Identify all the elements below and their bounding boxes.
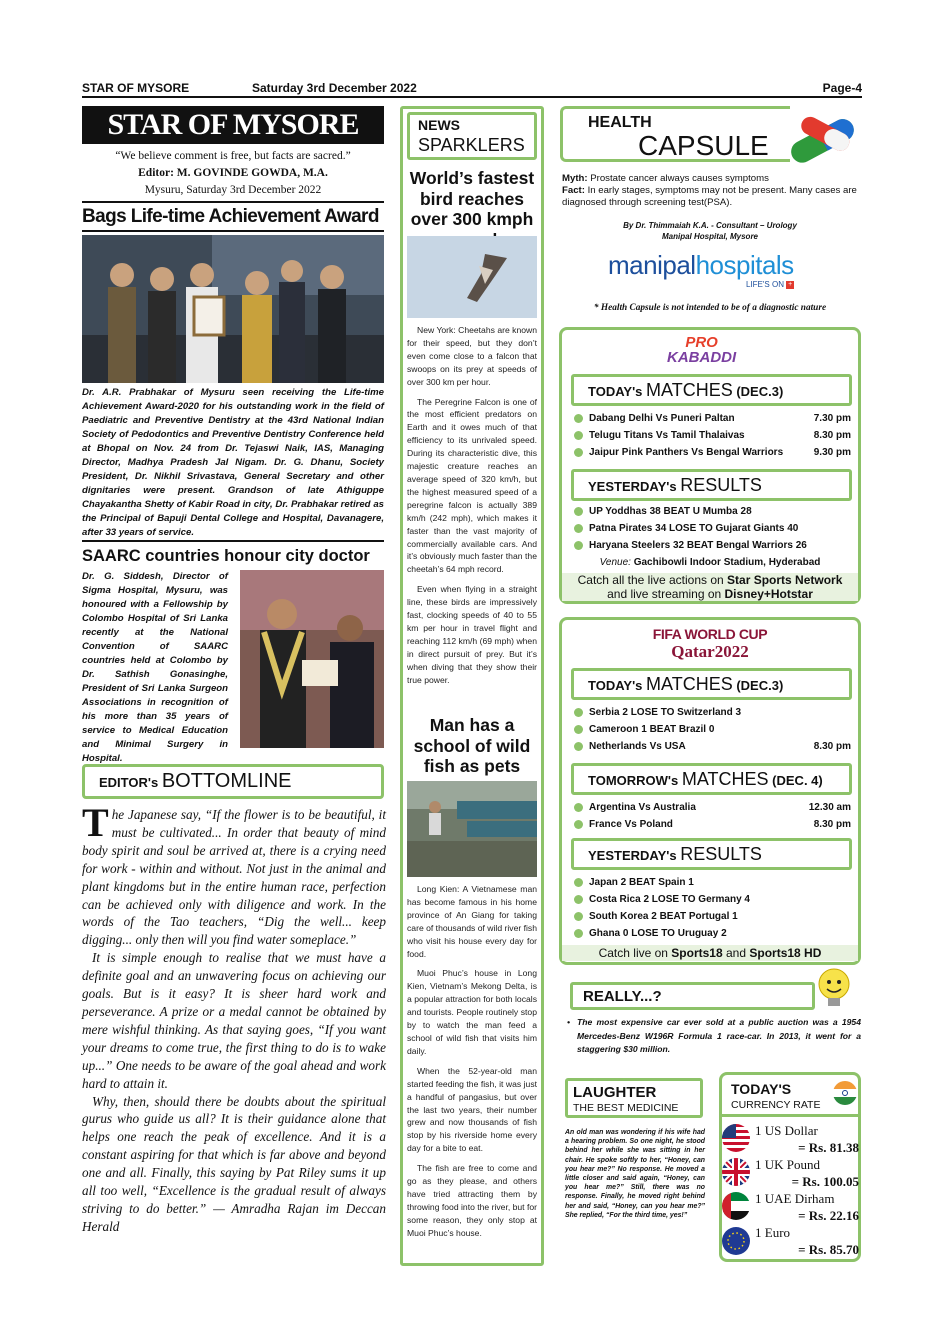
- health-disclaimer: * Health Capsule is not intended to be of a diagnostic nature: [593, 303, 827, 313]
- fifa-tom-small: TOMORROW's: [588, 773, 679, 788]
- story1-para-1: New York: Cheetahs are known for their speed, but they don’t even come close to a falcon that swoops on its prey at speeds of over 300 km per hour.: [407, 325, 537, 387]
- fifa-today-date: (DEC.3): [736, 678, 784, 693]
- fifa-logo-1: FIFA WORLD CUP: [652, 626, 768, 642]
- list-item: Serbia 2 LOSE TO Switzerland 3: [574, 704, 851, 721]
- health-heading-small: HEALTH: [588, 114, 652, 131]
- story2-para-2: Muoi Phuc’s house in Long Kien, Vietnam’s Mekong Delta, is a popular attraction for both locals and tourists. People routinely stop by to watch the man feed a school of wild fish that visits him daily.: [407, 968, 537, 1056]
- saarc-text: Dr. G. Siddesh, Director of Sigma Hospital, Mysuru, was honoured with a Fellowship by Colombo Hospital of Sri Lanka recently at the National Convention of SAARC countries held at Colombo by Dr. Sathish Gonasinghe, President of Sri Lanka Surgeon Associations in recognition of his more than 35 years of service to Medical Education and Minimal Surgery in Hospital.: [82, 571, 228, 764]
- list-item: Dabang Delhi Vs Puneri Paltan 7.30 pm: [574, 410, 851, 427]
- currency-rates: [755, 1122, 859, 1258]
- manipal-logo-b: hospitals: [695, 250, 794, 280]
- health-byline-2: Manipal Hospital, Mysore: [661, 232, 759, 241]
- manipal-logo-tag: LIFE'S ON: [746, 280, 784, 289]
- masthead-title: STAR OF MYSORE: [82, 106, 384, 144]
- fifa-logo-2: Qatar2022: [671, 642, 749, 661]
- list-item: Haryana Steelers 32 BEAT Bengal Warriors 26: [574, 537, 851, 554]
- fifa-catch: Catch live on Sports18 and Sports18 HD: [562, 945, 858, 961]
- health-fact: In early stages, symptoms may not be present. Many cases are diagnosed through screening test(PSA).: [562, 185, 857, 208]
- kabaddi-results: [574, 503, 851, 554]
- header-page-number: Page-4: [822, 81, 862, 95]
- fifa-tom-big: MATCHES: [681, 769, 769, 789]
- fifa-today-big: MATCHES: [646, 674, 733, 694]
- list-item: Telugu Titans Vs Tamil Thalaivas 8.30 pm: [574, 427, 851, 444]
- kabaddi-yest-small: YESTERDAY's: [588, 479, 677, 494]
- us-flag-icon: [722, 1124, 750, 1152]
- manipal-logo: [608, 250, 794, 281]
- saarc-headline: SAARC countries honour city doctor: [82, 547, 370, 565]
- story1-para-2: The Peregrine Falcon is one of the most efficient predators on Earth and it owes much of that efficiency to its unrivaled speed. During its characteristic dive, this majestic creature reaches an average speed of 320 km/h, but the highest measured speed of a peregrine falcon is actually 389 km/h (242 mph), which makes it faster than the vast majority of commercially available cars. And it’s obviously much faster than the cheetah’s 64 mph record.: [407, 396, 537, 575]
- fish-photo: [407, 781, 537, 877]
- header-paper-name: STAR OF MYSORE: [82, 81, 190, 95]
- fifa-tom-date: (DEC. 4): [772, 773, 823, 788]
- editor-para-2: It is simple enough to realise that we must have a definite goal and an unwavering focus on achieving our goals. But is it easy? It is sheer hard work and perseverance. A prize or a medal cannot be obtained by mere wishful thinking. As that saying goes, “If you want your dreams to come true, the first thing to do is to wake up...” One needs to be aware of the goal ahead and work hard to attain it.: [82, 950, 386, 1091]
- editor-text: [82, 800, 386, 1236]
- list-item: 1 UK Pound = Rs. 100.05: [755, 1157, 859, 1189]
- fifa-logo: [562, 626, 858, 660]
- falcon-photo: [407, 236, 537, 318]
- currency-sub: CURRENCY RATE: [731, 1099, 821, 1111]
- lightbulb-icon: [812, 964, 856, 1012]
- list-item: Japan 2 BEAT Spain 1: [574, 874, 851, 891]
- editor-para-3: Why, then, should there be doubts about the spiritual gurus who guide us all? It is their guidance alone that helps one reach the peak of excellence. And it is a constant aspiring for that which is far above and beyond one and all. Finally, this saying by Pat Riley sums it up all too well, “Excellence is the gradual result of always striving to do better.” — Amradha Rajan im Deccan Herald: [82, 1093, 386, 1234]
- health-byline-1: By Dr. Thimmaiah K.A. - Consultant – Urology: [623, 221, 797, 230]
- list-item: Argentina Vs Australia 12.30 am: [574, 799, 851, 816]
- uk-flag-icon: [722, 1158, 750, 1186]
- list-item: Ghana 0 LOSE TO Uruguay 2: [574, 925, 851, 942]
- currency-heading: TODAY'S: [731, 1081, 792, 1097]
- kabaddi-box: [559, 327, 861, 604]
- kabaddi-channel: Star Sports Network: [727, 573, 843, 587]
- health-capsule: [560, 106, 860, 321]
- health-myth-label: Myth:: [562, 173, 588, 184]
- really-heading: REALLY...?: [583, 988, 662, 1005]
- fifa-results-heading: [571, 838, 852, 870]
- kabaddi-logo-1: PRO: [685, 334, 718, 351]
- fifa-box: [559, 617, 861, 965]
- kabaddi-today-small: TODAY's: [588, 384, 643, 399]
- list-item: Cameroon 1 BEAT Brazil 0: [574, 721, 851, 738]
- really-text: • The most expensive car ever sold at a public auction was a 1954 Mercedes-Benz W196R Formula 1 race-car. In 2013, it went for a staggering $30 million.: [567, 1017, 861, 1054]
- laughter-text: An old man was wondering if his wife had a hearing problem. So one night, he stood behind her while she was sitting in her chair. He spoke softly to her, “Honey, can you hear me?” No response. He moved a little closer and said again, “Honey, can you hear me?” Still, there was no response. Finally, he moved right behind her and said, “Honey, can you hear me?” She replied, “For the third time, yes!”: [565, 1129, 705, 1219]
- story2-para-4: The fish are free to come and go as they please, and others have tried attracting them by throwing food into the river, but for some reason, they only stop at Muoi Phuc’s house.: [407, 1163, 537, 1238]
- story2-headline: Man has a school of wild fish as pets: [413, 715, 531, 776]
- fifa-yest-small: YESTERDAY's: [588, 848, 677, 863]
- kabaddi-matches: [574, 410, 851, 461]
- fifa-results: [574, 874, 851, 942]
- fifa-today-small: TODAY's: [588, 678, 643, 693]
- capsule-icon: [782, 112, 862, 168]
- editor-para-1: he Japanese say, “If the flower is to be beautiful, it must be cultivated... In order that beauty of mind body spirit and soul be arrived at, there is a crying need for work - within and without. Not just in the animal and plant kingdoms but in the entire human race, perfection can be achieved only with diligence and work. In the words of the Tao teachers, “Dig the well... keep digging... only then will you find water someplace.”: [82, 807, 386, 948]
- health-fact-label: Fact:: [562, 185, 585, 196]
- really-heading-box: [570, 982, 815, 1010]
- story2-para-3: When the 52-year-old man started feeding the fish, it was just a handful of pangasius, but over the last two years, their number grew and now thousands of fish stop by his riverside home every day for a bite to eat.: [407, 1065, 537, 1154]
- plus-icon: +: [788, 280, 793, 288]
- sparklers-heading-big: SPARKLERS: [418, 135, 525, 155]
- list-item: South Korea 2 BEAT Portugal 1: [574, 908, 851, 925]
- kabaddi-venue-label: Venue:: [599, 557, 634, 568]
- list-item: France Vs Poland 8.30 pm: [574, 816, 851, 833]
- list-item: Costa Rica 2 LOSE TO Germany 4: [574, 891, 851, 908]
- health-heading-big: CAPSULE: [638, 130, 769, 161]
- list-item: 1 US Dollar = Rs. 81.38: [755, 1123, 859, 1155]
- masthead-tagline: “We believe comment is free, but facts are sacred.”: [115, 150, 351, 162]
- list-item: 1 UAE Dirham = Rs. 22.16: [755, 1191, 859, 1223]
- manipal-logo-a: manipal: [608, 250, 696, 280]
- editor-heading-box: [82, 764, 384, 799]
- sparklers-heading-small: NEWS: [418, 117, 460, 133]
- kabaddi-venue: Gachibowli Indoor Stadium, Hyderabad: [633, 557, 821, 568]
- page-header: [82, 80, 862, 98]
- kabaddi-streaming: Disney+Hotstar: [724, 587, 813, 601]
- kabaddi-catch-2: and live streaming on: [607, 587, 725, 601]
- masthead-editor: Editor: M. GOVINDE GOWDA, M.A.: [138, 167, 328, 179]
- award-headline: Bags Life-time Achievement Award: [82, 206, 379, 227]
- fifa-tomorrow-heading: [571, 763, 852, 795]
- editor-dropcap: T: [82, 800, 109, 845]
- kabaddi-logo-2: KABADDI: [667, 349, 737, 366]
- laughter-sub: THE BEST MEDICINE: [573, 1102, 679, 1114]
- laughter-heading: LAUGHTER: [573, 1084, 657, 1101]
- masthead-info: [82, 148, 384, 199]
- fifa-tomorrow-matches: [574, 799, 851, 833]
- editor-heading-small: EDITOR's: [99, 775, 159, 790]
- saarc-photo: [240, 570, 384, 748]
- story2-para-1: Long Kien: A Vietnamese man has become famous in his home province of An Giang for taking care of thousands of wild river fish who visit his house every day for food.: [407, 884, 537, 959]
- fifa-today-heading: [571, 668, 852, 700]
- laughter-heading-box: [565, 1078, 703, 1118]
- kabaddi-results-heading: [571, 469, 852, 501]
- health-myth: Prostate cancer always causes symptoms: [587, 173, 769, 184]
- award-caption: Dr. A.R. Prabhakar of Mysuru seen receiving the Life-time Achievement Award-2020 for his outstanding work in the field of Paediatric and Preventive Dentistry at the 43rd National Indian Society of Pedodontics and Preventive Dentistry Conference held at Bhopal on Nov. 24 from Dr. Tejaswi Naik, IAS, Managing Director, Madhya Pradesh Jal Nigam. Dr. G. Dhanu, Society President, Dr. Nikhil Srivastava, General Secretary and other dignitaries were present. Grandson of late Athiguppe Chayakantha Shetty of Kabir Road in city, Dr. Prabhakar retired as the Principal of Bapuji Dental College and Hospital, Davanagere, after 33 years of service.: [82, 387, 384, 538]
- list-item: UP Yoddhas 38 BEAT U Mumba 28: [574, 503, 851, 520]
- story1-headline: World’s fastest bird reaches over 300 kmph: [409, 168, 535, 229]
- award-photo: [82, 235, 384, 383]
- list-item: 1 Euro = Rs. 85.70: [755, 1225, 859, 1257]
- story1-body: [407, 324, 537, 693]
- award-headline-box: [82, 201, 384, 232]
- story2-body: [407, 883, 537, 1247]
- list-item: Jaipur Pink Panthers Vs Bengal Warriors 9.30 pm: [574, 444, 851, 461]
- fifa-yest-big: RESULTS: [680, 844, 762, 864]
- kabaddi-today-date: (DEC.3): [736, 384, 784, 399]
- eu-flag-icon: [722, 1227, 750, 1255]
- really-fact: The most expensive car ever sold at a public auction was a 1954 Mercedes-Benz W196R Formula 1 race-car. In 2013, it went for a staggering $30 million.: [577, 1017, 861, 1054]
- story1-para-3: Even when flying in a straight line, these birds are impressively fast, clocking speeds of 40 to 55 km per hour in travel flight and reaching 112 km/h (69 mph) when in direct pursuit of prey. But it’s when diving that they show their true power.: [407, 584, 537, 685]
- kabaddi-logo: [667, 335, 736, 365]
- header-date: Saturday 3rd December 2022: [252, 81, 417, 95]
- kabaddi-today-big: MATCHES: [646, 380, 733, 400]
- kabaddi-catch-1: Catch all the live actions on: [577, 573, 728, 587]
- sparklers-heading: [407, 112, 537, 160]
- list-item: Netherlands Vs USA 8.30 pm: [574, 738, 851, 755]
- list-item: Patna Pirates 34 LOSE TO Gujarat Giants 40: [574, 520, 851, 537]
- editor-heading-big: BOTTOMLINE: [161, 770, 292, 792]
- masthead-place-date: Mysuru, Saturday 3rd December 2022: [144, 184, 322, 196]
- india-flag-icon: [833, 1081, 857, 1105]
- kabaddi-today-heading: [571, 374, 852, 406]
- kabaddi-yest-big: RESULTS: [680, 475, 762, 495]
- fifa-today-matches: [574, 704, 851, 755]
- uae-flag-icon: [722, 1192, 750, 1220]
